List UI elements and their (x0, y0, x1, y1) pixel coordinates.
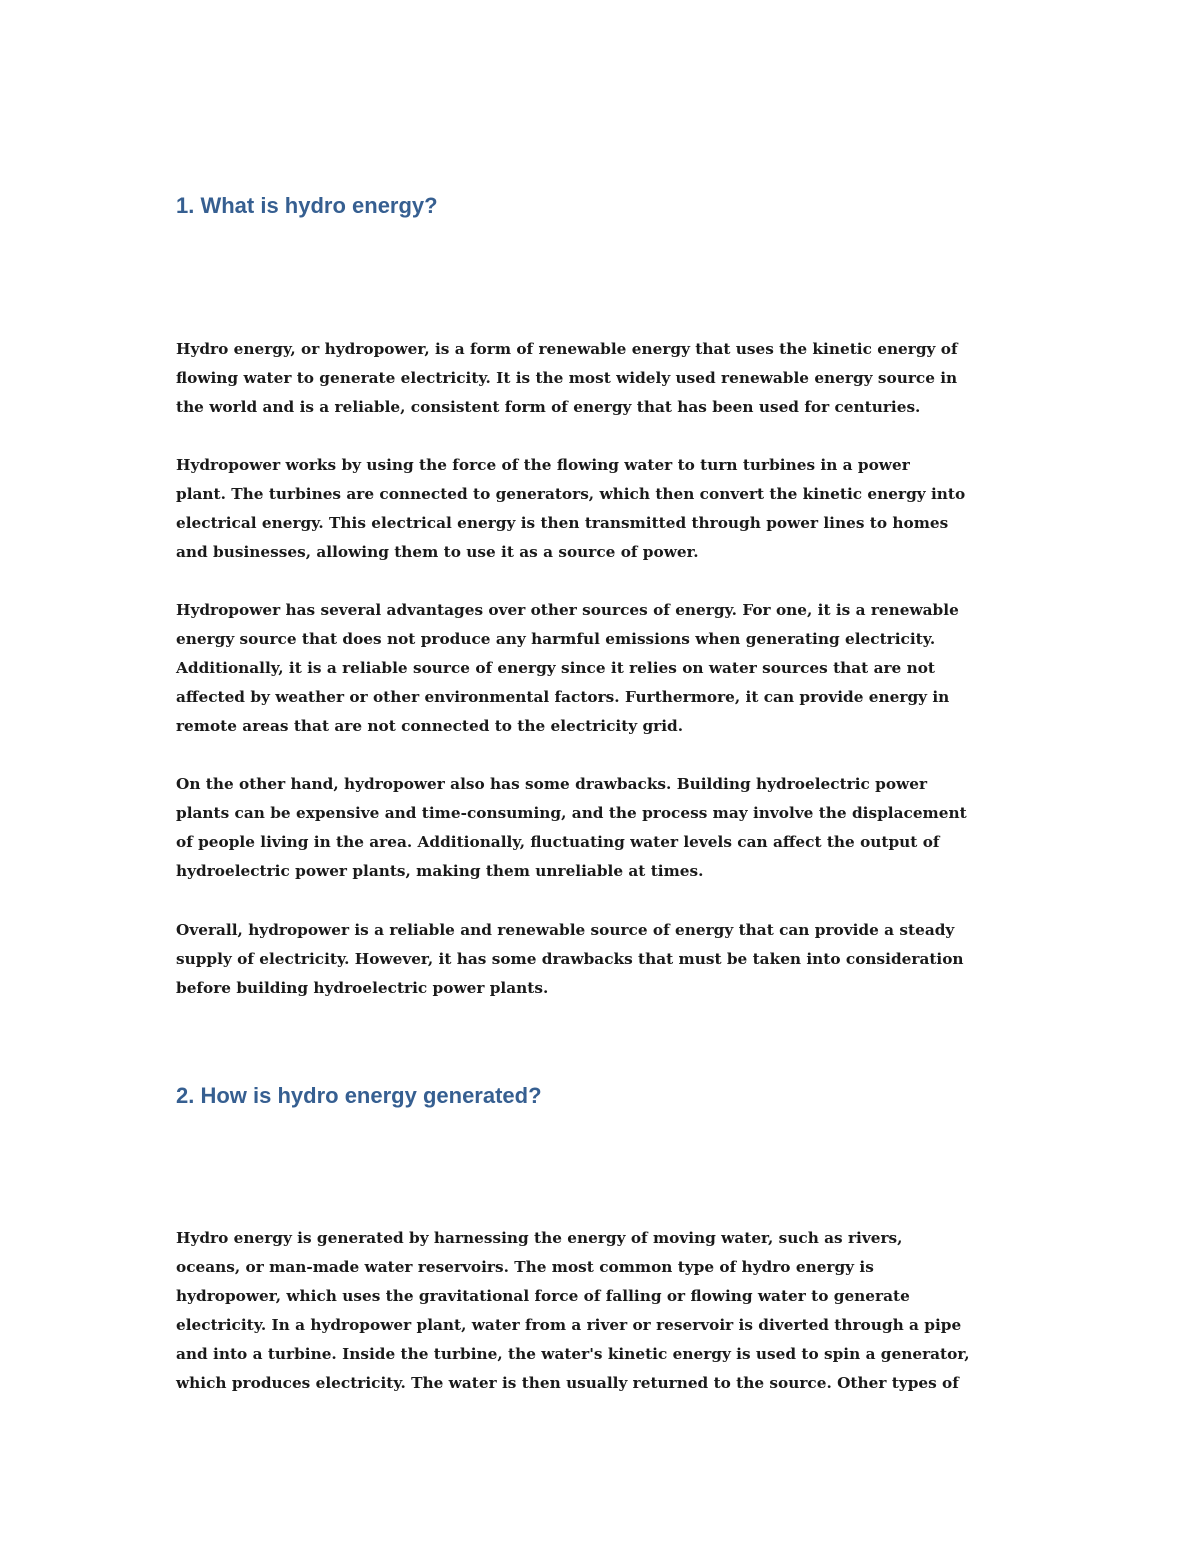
text-line: Hydropower has several advantages over other sources of energy. For one, it is a renewable (176, 601, 959, 619)
text-line: Hydro energy is generated by harnessing the energy of moving water, such as rivers, (176, 1229, 903, 1247)
text-line: hydroelectric power plants, making them unreliable at times. (176, 862, 704, 880)
text-line: hydropower, which uses the gravitational force of falling or flowing water to generate (176, 1287, 910, 1305)
text-line: supply of electricity. However, it has some drawbacks that must be taken into consideration (176, 950, 964, 968)
paragraph-drawbacks (176, 770, 1026, 886)
text-line: electrical energy. This electrical energy is then transmitted through power lines to homes (176, 514, 949, 532)
section-heading-what-is-hydro-energy: 1. What is hydro energy? (176, 193, 438, 218)
text-line: of people living in the area. Additionally, fluctuating water levels can affect the output of (176, 833, 940, 851)
text-line: remote areas that are not connected to the electricity grid. (176, 717, 684, 735)
text-line: Additionally, it is a reliable source of energy since it relies on water sources that are not (176, 659, 935, 677)
text-line: and into a turbine. Inside the turbine, the water's kinetic energy is used to spin a generator, (176, 1345, 970, 1363)
paragraph-overall (176, 916, 1026, 1003)
paragraph-advantages (176, 596, 1026, 741)
section-heading-how-generated: 2. How is hydro energy generated? (176, 1083, 542, 1108)
text-line: and businesses, allowing them to use it as a source of power. (176, 543, 699, 561)
text-line: electricity. In a hydropower plant, water from a river or reservoir is diverted through a pipe (176, 1316, 962, 1334)
paragraph-how-it-works (176, 451, 1026, 567)
text-line: plant. The turbines are connected to generators, which then convert the kinetic energy into (176, 485, 966, 503)
text-line: Overall, hydropower is a reliable and renewable source of energy that can provide a steady (176, 921, 955, 939)
text-line: Hydro energy, or hydropower, is a form of renewable energy that uses the kinetic energy of (176, 340, 958, 358)
text-line: flowing water to generate electricity. It is the most widely used renewable energy source in (176, 369, 958, 387)
text-line: affected by weather or other environmental factors. Furthermore, it can provide energy in (176, 688, 950, 706)
text-line: the world and is a reliable, consistent form of energy that has been used for centuries. (176, 398, 921, 416)
text-line: which produces electricity. The water is then usually returned to the source. Other types of (176, 1374, 959, 1392)
paragraph-definition (176, 335, 1026, 422)
text-line: plants can be expensive and time-consuming, and the process may involve the displacement (176, 804, 967, 822)
text-line: On the other hand, hydropower also has some drawbacks. Building hydroelectric power (176, 775, 928, 793)
text-line: oceans, or man-made water reservoirs. The most common type of hydro energy is (176, 1258, 874, 1276)
text-line: before building hydroelectric power plants. (176, 979, 549, 997)
paragraph-generation (176, 1224, 1026, 1398)
text-line: energy source that does not produce any harmful emissions when generating electricity. (176, 630, 936, 648)
text-line: Hydropower works by using the force of the flowing water to turn turbines in a power (176, 456, 910, 474)
